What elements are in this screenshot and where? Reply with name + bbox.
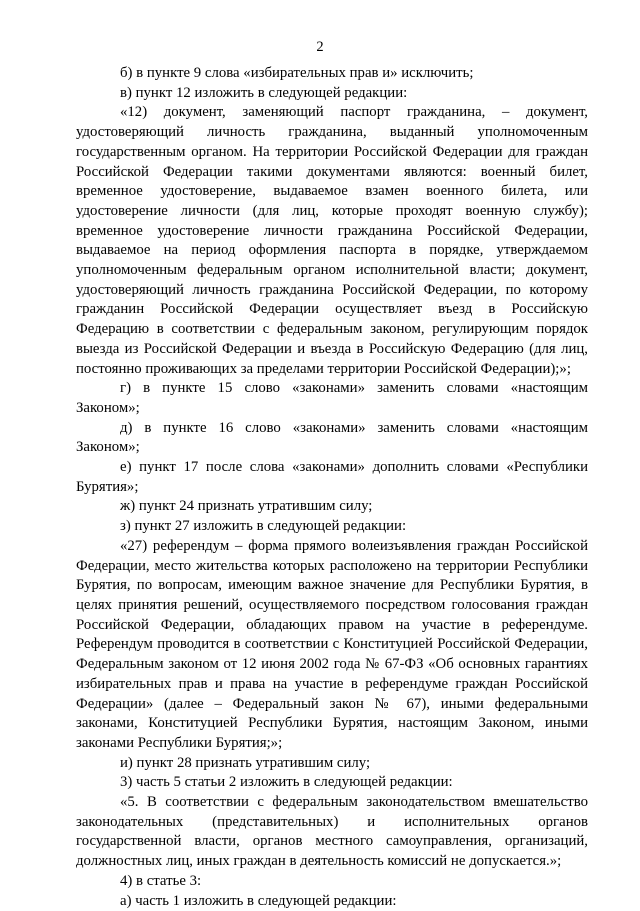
paragraph-1: б) в пункте 9 слова «избирательных прав и» исключить;	[120, 65, 474, 81]
paragraph-2: в) пункт 12 изложить в следующей редакции:	[120, 84, 408, 101]
page-number: 2	[316, 39, 324, 55]
paragraph-5: д) в пункте 16 слово «законами» заменить словами «настоящим Законом»;	[76, 419, 588, 456]
paragraph-10: и) пункт 28 признать утратившим силу;	[120, 754, 371, 771]
paragraph-13: 4) в статье 3:	[120, 872, 202, 889]
paragraph-11: 3) часть 5 статьи 2 изложить в следующей редакции:	[120, 774, 453, 791]
paragraph-7: ж) пункт 24 признать утратившим силу;	[120, 498, 373, 515]
paragraph-6: е) пункт 17 после слова «законами» дополнить словами «Республики Бурятия»;	[76, 459, 588, 495]
paragraph-14: а) часть 1 изложить в следующей редакции:	[120, 892, 397, 909]
paragraph-8: з) пункт 27 изложить в следующей редакции:	[120, 518, 407, 535]
paragraph-4: г) в пункте 15 слово «законами» заменить словами «настоящим Законом»;	[76, 380, 588, 416]
paragraph-3: «12) документ, заменяющий паспорт гражданина, – документ, удостоверяющий личность гражданина, выданный уполномоченным государственным органом. На территории Российской Федерации для граждан Российской Федерации такими документами являются: военный билет, временное удостоверение, выдаваемое взамен военного билета, или удостоверение личности (для лиц, которые проходят военную службу); временное удостоверение личности гражданина Российской Федерации, выдаваемое на период оформления паспорта в порядке, утверждаемом уполномоченным федеральным органом исполнительной власти; документ, удостоверяющий личность гражданина Российской Федерации, по которому гражданин Российской Федерации осуществляет въезд в Российскую Федерацию в соответствии с федеральным законом, регулирующим порядок выезда из Российской Федерации и въезда в Российскую Федерацию (для лиц, постоянно проживающих за пределами территории Российской Федерации);»;	[76, 104, 588, 377]
document-body	[76, 64, 588, 911]
paragraph-9: «27) референдум – форма прямого волеизъявления граждан Российской Федерации, место жительства которых расположено на территории Республики Бурятия, по вопросам, имеющим важное значение для Республики Бурятия, в целях принятия решений, осуществляемого посредством голосования граждан Российской Федерации, обладающих правом на участие в референдуме. Референдум проводится в соответствии с Конституцией Российской Федерации, Федеральным законом от 12 июня 2002 года № 67-ФЗ «Об основных гарантиях избирательных прав и права на участие в референдуме граждан Российской Федерации» (далее – Федеральный закон № 67), иными федеральными законами, Конституцией Республики Бурятия, настоящим Законом, иными законами Республики Бурятия;»;	[76, 537, 588, 751]
paragraph-12: «5. В соответствии с федеральным законодательством вмешательство законодательных (представительных) и исполнительных органов государственной власти, органов местного самоуправления, организаций, должностных лиц, иных граждан в деятельность комиссий не допускается.»;	[76, 794, 588, 870]
